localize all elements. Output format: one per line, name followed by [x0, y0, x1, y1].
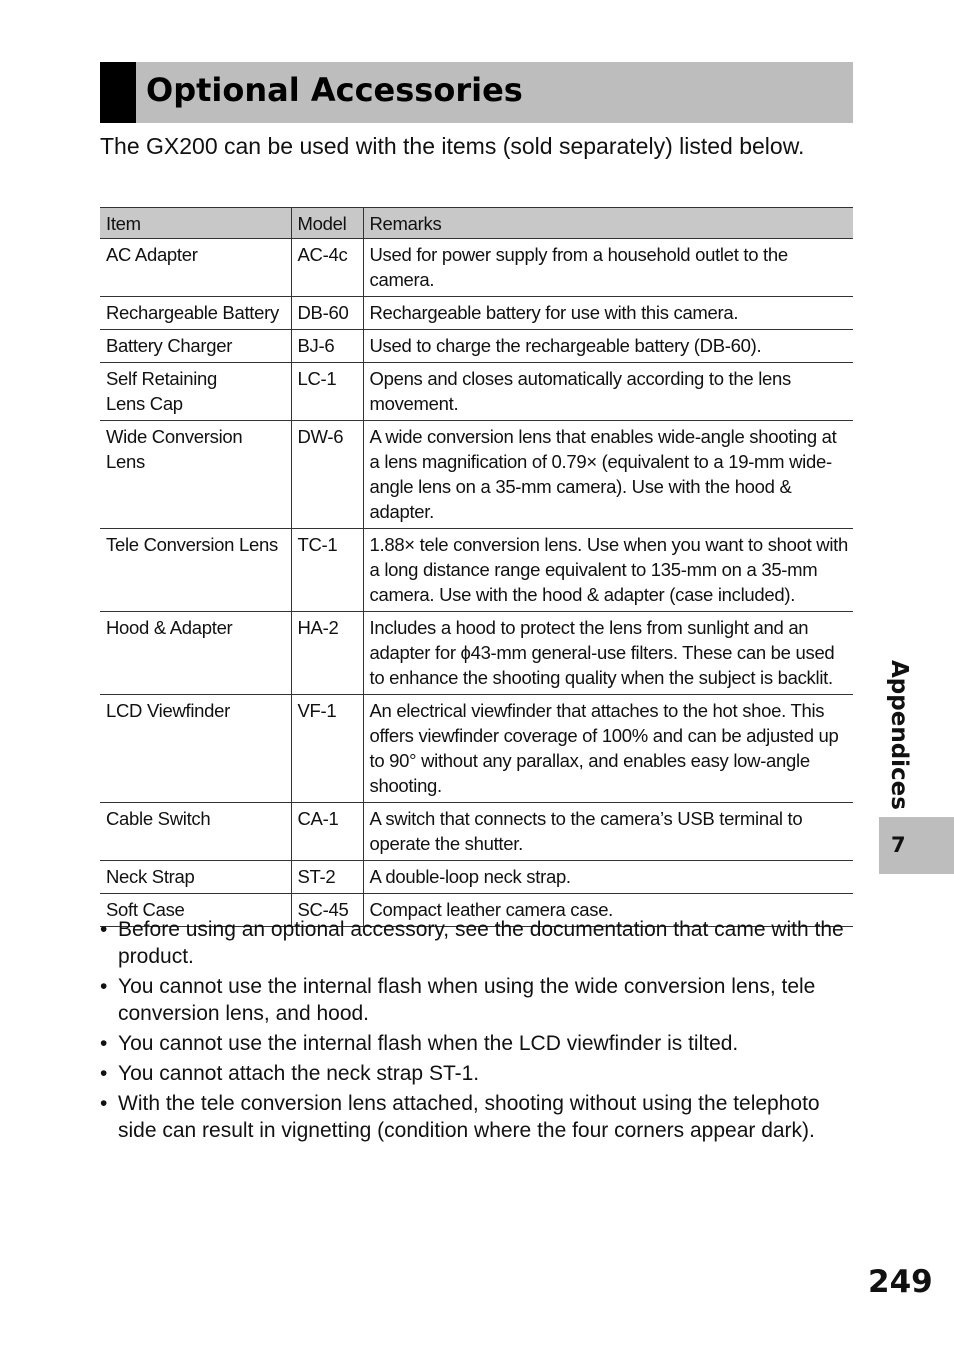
model-cell: AC-4c [291, 239, 363, 297]
table-row [100, 363, 853, 421]
item-cell: Soft Case [100, 894, 291, 927]
remarks-cell: Includes a hood to protect the lens from sunlight and an adapter for ϕ43-mm general-use filters. These can be used to enhance the shooting quality when the subject is backlit. [363, 612, 853, 695]
list-item [100, 1090, 860, 1144]
model-cell: SC-45 [291, 894, 363, 927]
remarks-cell: A switch that connects to the camera’s USB terminal to operate the shutter. [363, 803, 853, 861]
table-row [100, 297, 853, 330]
table-row [100, 861, 853, 894]
note-text: You cannot attach the neck strap ST-1. [118, 1062, 480, 1085]
table-row [100, 421, 853, 529]
list-item [100, 973, 860, 1027]
bullet-icon: • [100, 1032, 108, 1055]
model-cell: HA-2 [291, 612, 363, 695]
page-title: Optional Accessories [146, 71, 523, 109]
list-item [100, 1060, 860, 1087]
item-cell: Self Retaining Lens Cap [100, 363, 291, 421]
intro-paragraph: The GX200 can be used with the items (sold separately) listed below. [100, 133, 805, 159]
model-cell: ST-2 [291, 861, 363, 894]
accessories-table [100, 207, 853, 927]
section-title-bar [100, 62, 853, 123]
item-cell: Hood & Adapter [100, 612, 291, 695]
note-text: You cannot use the internal flash when using the wide conversion lens, tele conversion lens, and hood. [118, 975, 816, 1025]
remarks-cell: Used for power supply from a household outlet to the camera. [363, 239, 853, 297]
chapter-tab [879, 817, 954, 874]
remarks-cell: Rechargeable battery for use with this camera. [363, 297, 853, 330]
chapter-side-label [883, 660, 913, 810]
item-cell: Cable Switch [100, 803, 291, 861]
header-model: Model [291, 208, 363, 239]
header-item: Item [100, 208, 291, 239]
model-cell: BJ-6 [291, 330, 363, 363]
item-cell: Rechargeable Battery [100, 297, 291, 330]
header-remarks: Remarks [363, 208, 853, 239]
bullet-icon: • [100, 975, 108, 998]
note-text: With the tele conversion lens attached, shooting without using the telephoto side can result in vignetting (condition where the four corners appear dark). [118, 1092, 820, 1142]
remarks-cell: Compact leather camera case. [363, 894, 853, 927]
table-header-row [100, 208, 853, 239]
list-item [100, 1030, 860, 1057]
remarks-cell: A wide conversion lens that enables wide-angle shooting at a lens magnification of 0.79× (equivalent to a 19-mm wide-angle lens on a 35-mm camera). Use with the hood & adapter. [363, 421, 853, 529]
item-cell: Battery Charger [100, 330, 291, 363]
bullet-icon: • [100, 1092, 108, 1115]
page-number: 249 [868, 1264, 933, 1300]
table-row [100, 330, 853, 363]
chapter-number: 7 [891, 833, 906, 857]
remarks-cell: Used to charge the rechargeable battery (DB-60). [363, 330, 853, 363]
item-cell: LCD Viewfinder [100, 695, 291, 803]
remarks-cell: An electrical viewfinder that attaches to the hot shoe. This offers viewfinder coverage of 100% and can be adjusted up to 90° without any parallax, and enables easy low-angle shooting. [363, 695, 853, 803]
model-cell: CA-1 [291, 803, 363, 861]
note-text: You cannot use the internal flash when the LCD viewfinder is tilted. [118, 1032, 739, 1055]
table-row [100, 695, 853, 803]
item-cell: AC Adapter [100, 239, 291, 297]
table-row [100, 612, 853, 695]
remarks-cell: 1.88× tele conversion lens. Use when you want to shoot with a long distance range equivalent to 135-mm on a 35-mm camera. Use with the hood & adapter (case included). [363, 529, 853, 612]
bullet-icon: • [100, 1062, 108, 1085]
chapter-side-label-text: Appendices [886, 660, 912, 810]
model-cell: VF-1 [291, 695, 363, 803]
list-item [100, 916, 860, 970]
bullet-icon: • [100, 918, 108, 941]
model-cell: LC-1 [291, 363, 363, 421]
model-cell: DW-6 [291, 421, 363, 529]
item-cell: Tele Conversion Lens [100, 529, 291, 612]
note-text: Before using an optional accessory, see the documentation that came with the product. [118, 918, 844, 968]
table-row [100, 239, 853, 297]
table-row [100, 803, 853, 861]
model-cell: TC-1 [291, 529, 363, 612]
remarks-cell: A double-loop neck strap. [363, 861, 853, 894]
title-marker-block [100, 62, 136, 123]
item-cell: Wide Conversion Lens [100, 421, 291, 529]
model-cell: DB-60 [291, 297, 363, 330]
remarks-cell: Opens and closes automatically according to the lens movement. [363, 363, 853, 421]
item-cell: Neck Strap [100, 861, 291, 894]
notes-list [100, 916, 860, 1147]
table-row [100, 529, 853, 612]
